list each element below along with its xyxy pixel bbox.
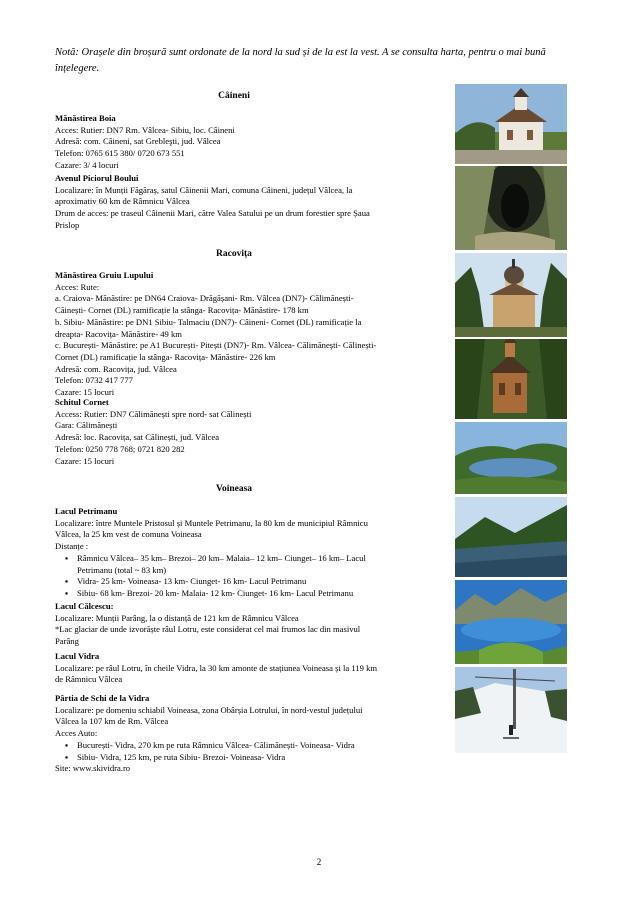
bullet-icon: ▪ [65, 751, 69, 762]
intro-note [55, 45, 575, 77]
note-line-2: înțelegere. [55, 63, 100, 74]
entry-title: Lacul Călcescu: [55, 601, 114, 611]
page-number: 2 [316, 857, 322, 867]
entry-line: Access: Rutier: DN7 Călimănești spre nord- sat Călinești [55, 408, 252, 419]
entry-line: Căinești- Cornet (DL) ramificație la stânga- Racovița- Mănăstire- 178 km [55, 305, 309, 316]
photo-lacul-petrimanu [455, 497, 567, 577]
entry-line: Gara: Călimănești [55, 420, 118, 431]
entry-title: Avenul Piciorul Boului [55, 173, 139, 183]
bullet-icon: ▪ [65, 587, 69, 598]
entry-schitul-cornet [55, 397, 450, 467]
entry-title: Lacul Petrimanu [55, 506, 118, 516]
entry-line: Adresă: loc. Racovița, sat Călinești, jud. Vâlcea [55, 432, 220, 443]
entry-line: Vâlcea la 107 km de Rm. Vâlcea [55, 716, 169, 727]
entry-line: Acces Auto: [55, 728, 98, 739]
entry-line: Localizare: pe râul Lotru, în cheile Vidra, la 30 km amonte de stațiunea Voineasa și la 119 km [55, 662, 378, 673]
entry-line: b. Sibiu- Mănăstire: pe DN1 Sibiu- Talmaciu (DN7)- Câineni- Cornet (DL) ramificație la [55, 316, 362, 327]
entry-line: de Râmnicu Vâlcea [55, 674, 123, 685]
entry-boia [55, 113, 450, 172]
entry-line: dreapta- Racovița- Mănăstire- 49 km [55, 328, 182, 339]
entry-line: Parâng [55, 636, 79, 647]
entry-line: Telefon: 0732 417 777 [55, 375, 133, 386]
entry-line: Localizare: în Munții Făgăraș, satul Câinenii Mari, comuna Câineni, județul Vâlcea, la [55, 184, 353, 195]
entry-line: c. București- Mănăstire: pe A1 București- Pitești (DN7)- Rm. Vâlcea- Călimănești- Călinești- [55, 340, 377, 351]
entry-line: aproximativ 60 km de Râmnicu Vâlcea [55, 196, 190, 207]
photo-schitul-cornet [455, 339, 567, 419]
entry-title: Lacul Vidra [55, 651, 100, 661]
bullet-item [55, 740, 450, 752]
entry-line: Acces: Rute: [55, 281, 100, 292]
entry-line: Adresă: com. Câineni, sat Grebleşti, jud. Vâlcea [55, 136, 221, 147]
entry-title: Mănăstirea Boia [55, 113, 116, 123]
photo-avenul-piciorul-boului [455, 166, 567, 250]
entry-line: Telefon: 0250 778 768; 0721 820 282 [55, 443, 185, 454]
photo-partia-vidra [455, 667, 567, 753]
site-link[interactable]: Site: www.skividra.ro [55, 763, 131, 774]
bullet-text: Vidra- 25 km- Voineasa- 13 km- Ciunget- 16 km- Lacul Petrimanu [77, 576, 307, 587]
entry-line: Acces: Rutier: DN7 Rm. Vâlcea- Sibiu, loc. Câineni [55, 124, 235, 135]
bullet-text: București- Vidra, 270 km pe ruta Râmnicu Vâlcea- Călimănești- Voineasa- Vidra [77, 739, 355, 750]
bullet-icon: ▪ [65, 552, 69, 563]
entry-line: Cazare: 15 locuri [55, 455, 115, 466]
photo-lacul-calcescu [455, 580, 567, 664]
entry-line: Prislop [55, 219, 80, 230]
entry-partia-vidra [55, 693, 450, 775]
entry-title: Schitul Cornet [55, 397, 109, 407]
entry-line: Adresă: com. Racovița, jud. Vâlcea [55, 363, 177, 374]
entry-line: Localizare: pe domeniu schiabil Voineasa, zona Obârșia Lotrului, în nord-vestul județului [55, 704, 363, 715]
section-title-voineasa: Voineasa [215, 484, 253, 494]
entry-lacul-petrimanu [55, 506, 450, 600]
photo-manastirea-gruiu-lupului [455, 253, 567, 337]
entry-line: Localizare: între Muntele Pristosul și Muntele Petrimanu, la 80 km de municipiul Râmnicu [55, 517, 368, 528]
entry-gruiu-lupului [55, 270, 450, 399]
entry-lacul-calcescu [55, 601, 450, 648]
entry-line: Distanțe : [55, 541, 89, 552]
entry-title: Pârtia de Schi de la Vidra [55, 693, 150, 703]
bullet-continuation: Petrimanu (total ~ 83 km) [77, 564, 167, 575]
section-title-racovita: Racovița [216, 249, 252, 259]
entry-line: Localizare: Munții Parâng, la o distanță de 121 km de Râmnicu Vâlcea [55, 612, 299, 623]
bullet-item [55, 576, 450, 588]
bullet-text: Râmnicu Vâlcea– 35 km– Brezoi– 20 km– Malaia– 12 km– Ciunget– 16 km– Lacul [77, 552, 366, 563]
bullet-item [55, 553, 450, 565]
entry-line: Cazare: 15 locuri [55, 387, 115, 398]
entry-piciorul-boului [55, 173, 450, 232]
note-line-1: Notă: Orașele din broșură sunt ordonate de la nord la sud și de la est la vest. A se consulta harta, pentru o mai bună [55, 47, 546, 58]
bullet-text: Sibiu- 68 km- Brezoi- 20 km- Malaia- 12 km- Ciunget- 16 km- Lacul Petrimanu [77, 587, 354, 598]
entry-line: Telefon: 0765 615 380/ 0720 673 551 [55, 148, 185, 159]
bullet-icon: ▪ [65, 576, 69, 587]
entry-line: Drum de acces: pe traseul Câinenii Mari, către Valea Satului pe un drum forestier spre Șaua [55, 208, 370, 219]
bullet-icon: ▪ [65, 739, 69, 750]
entry-line: Cazare: 3/ 4 locuri [55, 159, 119, 170]
entry-line: Vâlcea, la 25 km vest de comuna Voineasa [55, 529, 202, 540]
section-title-caineni: Câineni [218, 91, 250, 101]
bullet-item [55, 752, 450, 764]
bullet-item [55, 588, 450, 600]
entry-title: Mănăstirea Gruiu Lupului [55, 270, 154, 280]
entry-line: Cornet (DL) ramificație la stânga- Racovița- Mănăstire- 226 km [55, 351, 276, 362]
bullet-text: Sibiu- Vidra, 125 km, pe ruta Sibiu- Brezoi- Voineasa- Vidra [77, 751, 286, 762]
entry-lacul-vidra [55, 651, 450, 686]
photo-manastirea-boia [455, 84, 567, 164]
entry-line: a. Craiova- Mănăstire: pe DN64 Craiova- Drăgășani- Rm. Vâlcea (DN7)- Călimănești- [55, 293, 354, 304]
entry-line: *Lac glaciar de unde izvorăște râul Lotru, este considerat cel mai frumos lac din masivul [55, 624, 361, 635]
photo-lac-munte [455, 422, 567, 494]
